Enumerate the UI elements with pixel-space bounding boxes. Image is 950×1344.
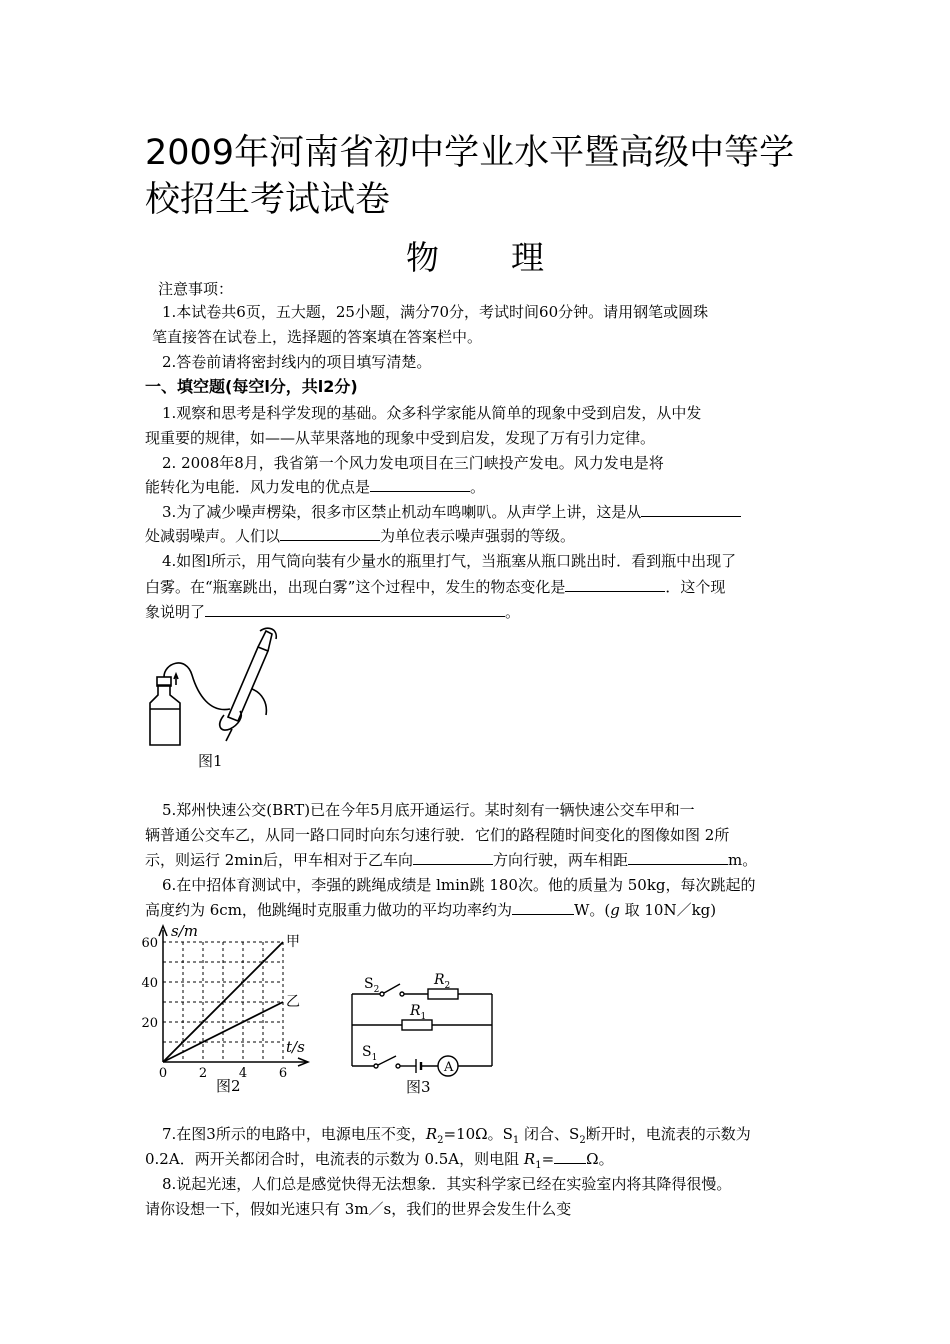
q1-line-b: 现重要的规律，如——从苹果落地的现象中受到启发，发现了万有引力定律。 — [145, 429, 656, 447]
resistor-r1 — [402, 1020, 432, 1030]
q2-blank[interactable] — [370, 477, 470, 492]
hose — [164, 663, 230, 710]
x-tick-label: 0 — [158, 1066, 168, 1081]
q7-blank[interactable] — [554, 1149, 586, 1164]
switch-s2-pivot — [380, 992, 384, 996]
q7-line-b: 0.2A．两开关都闭合时，电流表的示数为 0.5A，则电阻 $R_1= \Omega$。 — [145, 1150, 614, 1171]
y-axis-label: s/m — [171, 922, 198, 940]
q5-blank-2[interactable] — [628, 850, 728, 865]
x-tick-label: 4 — [238, 1066, 248, 1081]
figure-1-bottle-pump — [140, 625, 300, 775]
q4-line-a: 4.如图l所示，用气筒向装有少量水的瓶里打气，当瓶塞从瓶口跳出时．看到瓶中出现了 — [162, 552, 737, 570]
r1-label: $R_1$ — [410, 1003, 427, 1022]
pump-barrel — [228, 647, 268, 721]
q6-line-a: 6.在中招体育测试中，李强的跳绳成绩是 lmin跳 180次。他的质量为 50kg，每次跳起的 — [162, 876, 756, 894]
ammeter-label: A — [444, 1060, 454, 1075]
q2-line-b: 能转化为电能．风力发电的优点是 。 — [145, 478, 486, 496]
resistor-r2 — [428, 989, 458, 999]
q4-line-b: 白雾。在“瓶塞跳出，出现白雾”这个过程中，发生的物态变化是 ．这个现 — [145, 578, 726, 596]
subject-heading — [0, 232, 950, 279]
s2-label: $S_2$ — [364, 976, 380, 995]
s1-label: $S_1$ — [362, 1044, 378, 1063]
q4-line-c: 象说明了 。 — [145, 603, 521, 621]
y-tick-label: 20 — [141, 1016, 158, 1031]
x-tick-label: 2 — [198, 1066, 208, 1081]
r2-label: $R_2$ — [434, 972, 451, 991]
q8-line-b: 请你设想一下，假如光速只有 3m／s，我们的世界会发生什么变 — [145, 1200, 572, 1218]
subject-char-1: 物 — [406, 238, 439, 277]
q6-line-b: 高度约为 6cm，他跳绳时克服重力做功的平均功率约为 W。(g 取 10N／kg) — [145, 901, 717, 919]
y-tick-label: 60 — [141, 936, 158, 951]
section-1-heading: 一、填空题(每空l分，共l2分) — [145, 377, 358, 396]
series-label-jia: 甲 — [286, 934, 300, 950]
y-tick-label: 40 — [141, 976, 158, 991]
q6-blank[interactable] — [512, 900, 574, 915]
note-1a: 1.本试卷共6页，五大题，25小题，满分70分，考试时间60分钟。请用钢笔或圆珠 — [162, 303, 709, 321]
q4-blank-1[interactable] — [565, 577, 665, 592]
q4-blank-2[interactable] — [205, 602, 505, 617]
switch-s2 — [384, 984, 400, 993]
q5-line-b: 辆普通公交车乙，从同一路口同时向东匀速行驶．它们的路程随时间变化的图像如图 2所 — [145, 826, 730, 844]
q3-blank-1[interactable] — [641, 502, 741, 517]
notes-header: 注意事项： — [158, 280, 234, 298]
q1-line-a: 1.观察和思考是科学发现的基础。众多科学家能从简单的现象中受到启发，从中发 — [162, 404, 702, 422]
figure-1-caption: 图1 — [198, 752, 223, 770]
q5-blank-1[interactable] — [413, 850, 493, 865]
exam-title — [145, 130, 825, 224]
figure-3-circuit — [340, 962, 505, 1097]
y-tick-labels — [141, 936, 158, 1031]
figure-3-caption: 图3 — [406, 1078, 431, 1096]
figure-2-caption: 图2 — [216, 1077, 241, 1095]
bottle — [150, 685, 180, 745]
note-1b: 笔直接答在试卷上，选择题的答案填在答案栏中。 — [152, 328, 483, 346]
x-tick-label: 6 — [278, 1066, 288, 1081]
figure-2-chart — [138, 922, 318, 1097]
series-label-yi: 乙 — [286, 994, 300, 1010]
q2-line-a: 2. 2008年8月，我省第一个风力发电项目在三门峡投产发电。风力发电是将 — [162, 454, 664, 472]
exam-title-line1: 2009年河南省初中学业水平暨高级中等学 — [145, 133, 795, 173]
q5-line-a: 5.郑州快速公交(BRT)已在今年5月底开通运行。某时刻有一辆快速公交车甲和一 — [162, 801, 695, 819]
note-2: 2.答卷前请将密封线内的项目填写清楚。 — [162, 353, 432, 371]
q7-line-a: 7.在图3所示的电路中，电源电压不变，$R_2=10\Omega$。$S_1$ 闭合、$S_2$断开时，电流表的示数为 — [162, 1125, 751, 1146]
subject-char-2: 理 — [511, 238, 544, 277]
q8-line-a: 8.说起光速，人们总是感觉快得无法想象．其实科学家已经在实验室内将其降得很慢。 — [162, 1175, 732, 1193]
q3-line-a: 3.为了减少噪声楞染，很多市区禁止机动车鸣喇叭。从声学上讲，这是从 — [162, 502, 741, 522]
q3-line-b: 处减弱噪声。人们以 为单位表示噪声强弱的等级。 — [145, 527, 576, 545]
exam-title-line2: 校招生考试试卷 — [145, 180, 391, 220]
q3-blank-2[interactable] — [280, 526, 380, 541]
switch-s1 — [378, 1056, 396, 1065]
x-axis-label: t/s — [286, 1038, 305, 1056]
q5-line-c: 示，则运行 2min后，甲车相对于乙车向 方向行驶，两车相距 m。 — [145, 851, 758, 869]
